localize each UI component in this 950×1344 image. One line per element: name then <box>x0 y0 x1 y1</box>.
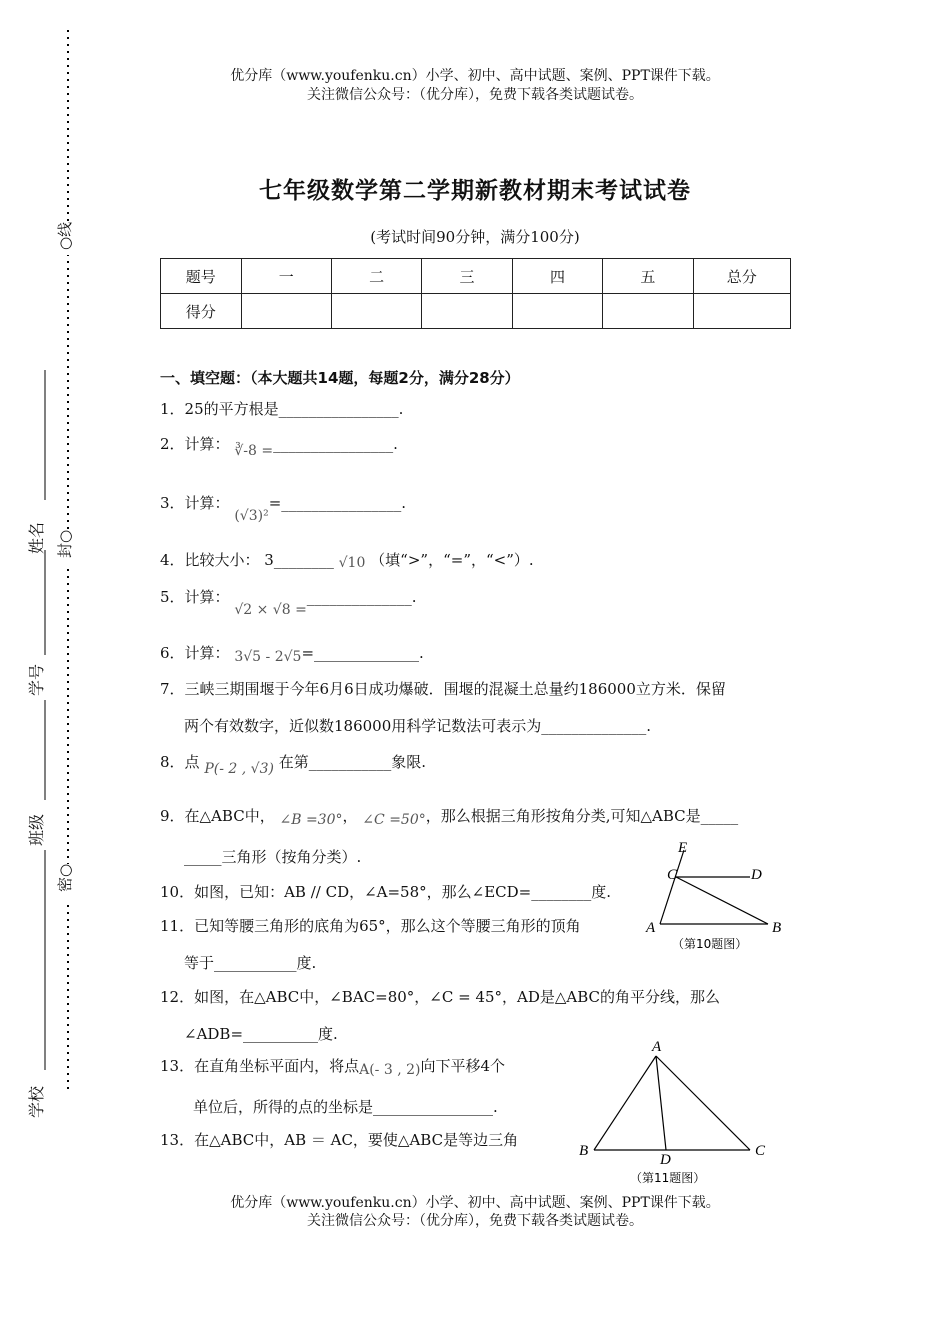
figure-10-label-c: C <box>667 867 678 883</box>
question-8-suffix: 在第___________象限. <box>278 753 427 771</box>
field-class-label: 班级 <box>27 814 46 847</box>
question-6 <box>160 643 424 664</box>
question-3-math: (√3)² <box>234 508 269 524</box>
question-11-line-2: 等于___________度. <box>184 954 317 972</box>
binding-secret-mark: 密○ <box>55 864 75 900</box>
question-7-line-1: 7．三峡三期围堰于今年6月6日成功爆破．围堰的混凝土总量约186000立方米．保留 <box>160 680 726 698</box>
figure-10-label-e: E <box>678 840 688 856</box>
question-2 <box>160 434 398 459</box>
question-3-prefix: 3．计算： <box>160 494 230 512</box>
score-header-cell: 二 <box>331 259 421 294</box>
question-8-math: P(- 2 , √3) <box>204 761 274 777</box>
question-8 <box>160 752 427 777</box>
question-9-angle-c: ∠C =50° <box>362 812 426 828</box>
field-school-label: 学校 <box>27 1086 46 1119</box>
field-student-id-label: 学号 <box>27 664 46 697</box>
exam-subtitle: (考试时间90分钟，满分100分) <box>370 228 580 246</box>
score-table-score-row <box>161 294 791 329</box>
score-cell[interactable] <box>693 294 790 329</box>
figure-10-caption: （第10题图） <box>672 937 748 951</box>
figure-11-label-d: D <box>660 1152 671 1168</box>
figure-10-label-b: B <box>772 920 782 936</box>
question-10: 10．如图，已知：AB // CD，∠A=58°，那么∠ECD=________度. <box>160 883 612 901</box>
question-9-angle-b: ∠B =30° <box>279 812 343 828</box>
question-2-prefix: 2．计算： <box>160 435 230 453</box>
section-1-heading: 一、填空题：（本大题共14题，每题2分，满分28分） <box>160 369 520 387</box>
score-header-cell: 四 <box>512 259 602 294</box>
question-11-line-1: 11．已知等腰三角形的底角为65°，那么这个等腰三角形的顶角 <box>160 917 581 935</box>
page-title: 七年级数学第二学期新教材期末考试试卷 <box>259 178 691 204</box>
figure-11 <box>570 1034 780 1190</box>
field-name-label: 姓名 <box>27 522 46 555</box>
question-6-math: 3√5 - 2√5 <box>234 649 302 665</box>
figure-11-label-c: C <box>755 1143 766 1159</box>
score-header-cell: 三 <box>422 259 512 294</box>
header-line-1: 优分库（www.youfenku.cn）小学、初中、高中试题、案例、PPT课件下载。 <box>230 68 720 84</box>
figure-10-label-d: D <box>751 867 762 883</box>
score-table-header-row <box>161 259 791 294</box>
score-row-label: 得分 <box>161 294 242 329</box>
figure-11-caption: （第11题图） <box>630 1171 706 1185</box>
question-13-prefix: 13．在直角坐标平面内，将点 <box>160 1057 360 1075</box>
question-9-prefix: 9．在△ABC中， <box>160 807 275 825</box>
question-3-blank: =________________. <box>268 494 407 512</box>
question-2-math: ∛-8 = <box>234 443 274 459</box>
question-8-prefix: 8．点 <box>160 753 200 771</box>
figure-11-label-a: A <box>652 1039 662 1055</box>
score-table <box>160 258 791 329</box>
question-9-line-1 <box>160 806 738 827</box>
binding-seal-mark: 封○ <box>55 530 75 566</box>
score-header-cell: 总分 <box>693 259 790 294</box>
question-4 <box>160 550 534 571</box>
question-5-math: √2 × √8 = <box>234 602 307 618</box>
question-9-separator: ， <box>342 807 358 825</box>
question-6-blank: =______________. <box>301 644 424 662</box>
question-2-blank: ________________. <box>273 435 398 453</box>
score-cell[interactable] <box>512 294 602 329</box>
header-line-2: 关注微信公众号：（优分库），免费下载各类试题试卷。 <box>307 87 643 103</box>
score-header-cell: 五 <box>603 259 693 294</box>
question-1: 1．25的平方根是________________. <box>160 400 404 418</box>
question-6-prefix: 6．计算： <box>160 644 230 662</box>
question-4-math: √10 <box>338 555 366 571</box>
figure-10 <box>640 836 790 954</box>
question-5 <box>160 587 417 618</box>
question-4-prefix: 4．比较大小： 3________ <box>160 551 334 569</box>
question-12-line-1: 12．如图，在△ABC中，∠BAC=80°，∠C = 45°，AD是△ABC的角平分线，那么 <box>160 988 721 1006</box>
score-header-cell: 一 <box>241 259 331 294</box>
question-13-suffix: 向下平移4个 <box>420 1057 506 1075</box>
question-13-math: A(- 3 , 2) <box>359 1062 421 1078</box>
question-5-prefix: 5．计算： <box>160 588 230 606</box>
question-9-line-2: _____三角形（按角分类）. <box>184 848 362 866</box>
binding-field-lines <box>40 370 50 1100</box>
question-14: 13．在△ABC中，AB ＝ AC，要使△ABC是等边三角 <box>160 1131 519 1149</box>
score-cell[interactable] <box>241 294 331 329</box>
question-7-line-2: 两个有效数字，近似数186000用科学记数法可表示为______________. <box>184 717 652 735</box>
footer-line-2: 关注微信公众号：（优分库），免费下载各类试题试卷。 <box>307 1213 643 1229</box>
figure-10-label-a: A <box>646 920 656 936</box>
score-cell[interactable] <box>603 294 693 329</box>
question-3 <box>160 493 407 524</box>
question-9-suffix: ，那么根据三角形按角分类,可知△ABC是_____ <box>425 807 739 825</box>
binding-line-mark: ○线 <box>55 225 75 255</box>
question-13-line-2: 单位后，所得的点的坐标是________________. <box>193 1098 498 1116</box>
figure-11-label-b: B <box>579 1143 589 1159</box>
footer-line-1: 优分库（www.youfenku.cn）小学、初中、高中试题、案例、PPT课件下载。 <box>230 1195 720 1211</box>
question-13-line-1 <box>160 1056 505 1077</box>
score-cell[interactable] <box>331 294 421 329</box>
score-cell[interactable] <box>422 294 512 329</box>
question-4-suffix: （填“>”，“=”，“<”）. <box>370 551 534 569</box>
score-header-cell: 题号 <box>161 259 242 294</box>
question-12-line-2: ∠ADB=__________度. <box>184 1025 338 1043</box>
question-5-blank: ______________. <box>306 588 417 606</box>
